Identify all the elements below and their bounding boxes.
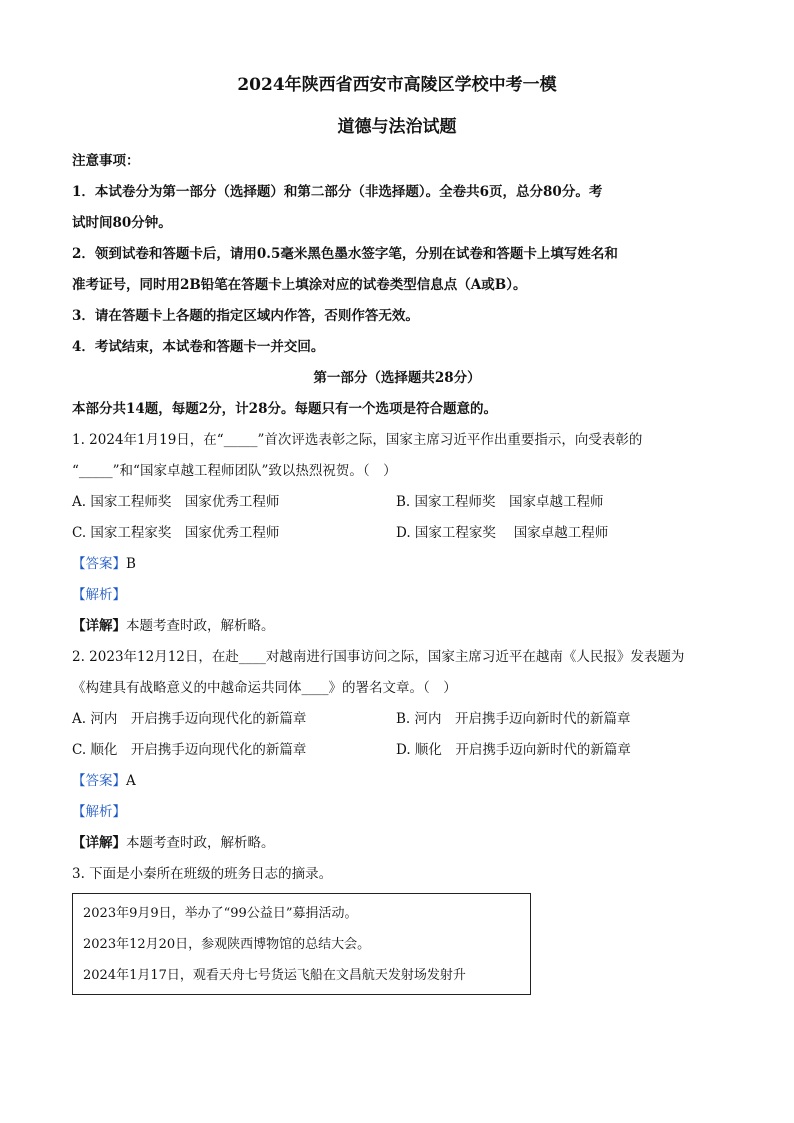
q2-option-a: A. 河内 开启携手迈向现代化的新篇章 [72,711,307,727]
q2-detail-tag: 【详解】 [72,835,126,851]
notice-item-2-line-2: 准考证号，同时用2B铅笔在答题卡上填涂对应的试卷类型信息点（A或B）。 [72,277,527,293]
q2-detail [72,834,275,852]
q1-analysis-tag: 【解析】 [72,587,126,603]
q1-analysis [72,586,126,604]
q2-stem-line-1: 2. 2023年12月12日，在赴____对越南进行国事访问之际，国家主席习近平在越南《人民报》发表题为 [72,649,685,665]
notice-item-1-line-2: 试时间80分钟。 [72,215,172,231]
q2-option-c: C. 顺化 开启携手迈向现代化的新篇章 [72,742,307,758]
q2-option-d: D. 顺化 开启携手迈向新时代的新篇章 [396,742,631,758]
q3-log-line-1: 2023年9月9日，举办了“99公益日”募捐活动。 [83,906,358,921]
q1-detail-tag: 【详解】 [72,618,126,634]
notice-item-2-line-1: 2．领到试卷和答题卡后，请用0.5毫米黑色墨水签字笔，分别在试卷和答题卡上填写姓名和 [72,246,618,262]
exam-title: 2024年陕西省西安市高陵区学校中考一模 [237,75,557,95]
q3-log-box [72,893,531,995]
q1-answer-tag: 【答案】 [72,556,126,572]
q1-option-c: C. 国家工程家奖 国家优秀工程师 [72,525,280,541]
q1-stem-line-1: 1. 2024年1月19日，在“_____”首次评选表彰之际，国家主席习近平作出重要指示，向受表彰的 [72,432,643,448]
q1-option-d: D. 国家工程家奖 国家卓越工程师 [396,525,609,541]
q2-detail-text: 本题考查时政，解析略。 [126,835,275,851]
q2-option-b: B. 河内 开启携手迈向新时代的新篇章 [396,711,631,727]
notice-item-1-line-1: 1．本试卷分为第一部分（选择题）和第二部分（非选择题）。全卷共6页，总分80分。考 [72,184,603,200]
q2-stem-line-2: 《构建具有战略意义的中越命运共同体____》的署名文章。（ ） [72,680,457,696]
q2-analysis-tag: 【解析】 [72,804,126,820]
part1-heading: 第一部分（选择题共28分） [313,370,481,386]
q1-option-a: A. 国家工程师奖 国家优秀工程师 [72,494,280,510]
part1-instruction: 本部分共14题，每题2分，计28分。每题只有一个选项是符合题意的。 [72,401,497,417]
q1-stem-line-2: “_____”和“国家卓越工程师团队”致以热烈祝贺。（ ） [72,463,397,479]
q3-log-line-2: 2023年12月20日，参观陕西博物馆的总结大会。 [83,937,371,952]
q1-answer-value: B [126,556,136,572]
q2-answer-value: A [126,773,136,789]
q2-answer-tag: 【答案】 [72,773,126,789]
q2-answer [72,772,136,790]
q1-answer [72,555,136,573]
q3-stem: 3. 下面是小秦所在班级的班务日志的摘录。 [72,866,333,882]
notice-heading: 注意事项： [72,153,140,169]
q1-detail [72,617,275,635]
q1-option-b: B. 国家工程师奖 国家卓越工程师 [396,494,604,510]
notice-item-3: 3．请在答题卡上各题的指定区域内作答，否则作答无效。 [72,308,419,324]
exam-subtitle: 道德与法治试题 [337,117,457,137]
q2-analysis [72,803,126,821]
notice-item-4: 4．考试结束，本试卷和答题卡一并交回。 [72,339,325,355]
q1-detail-text: 本题考查时政，解析略。 [126,618,275,634]
q3-log-line-3: 2024年1月17日，观看天舟七号货运飞船在文昌航天发射场发射升 [83,968,466,983]
